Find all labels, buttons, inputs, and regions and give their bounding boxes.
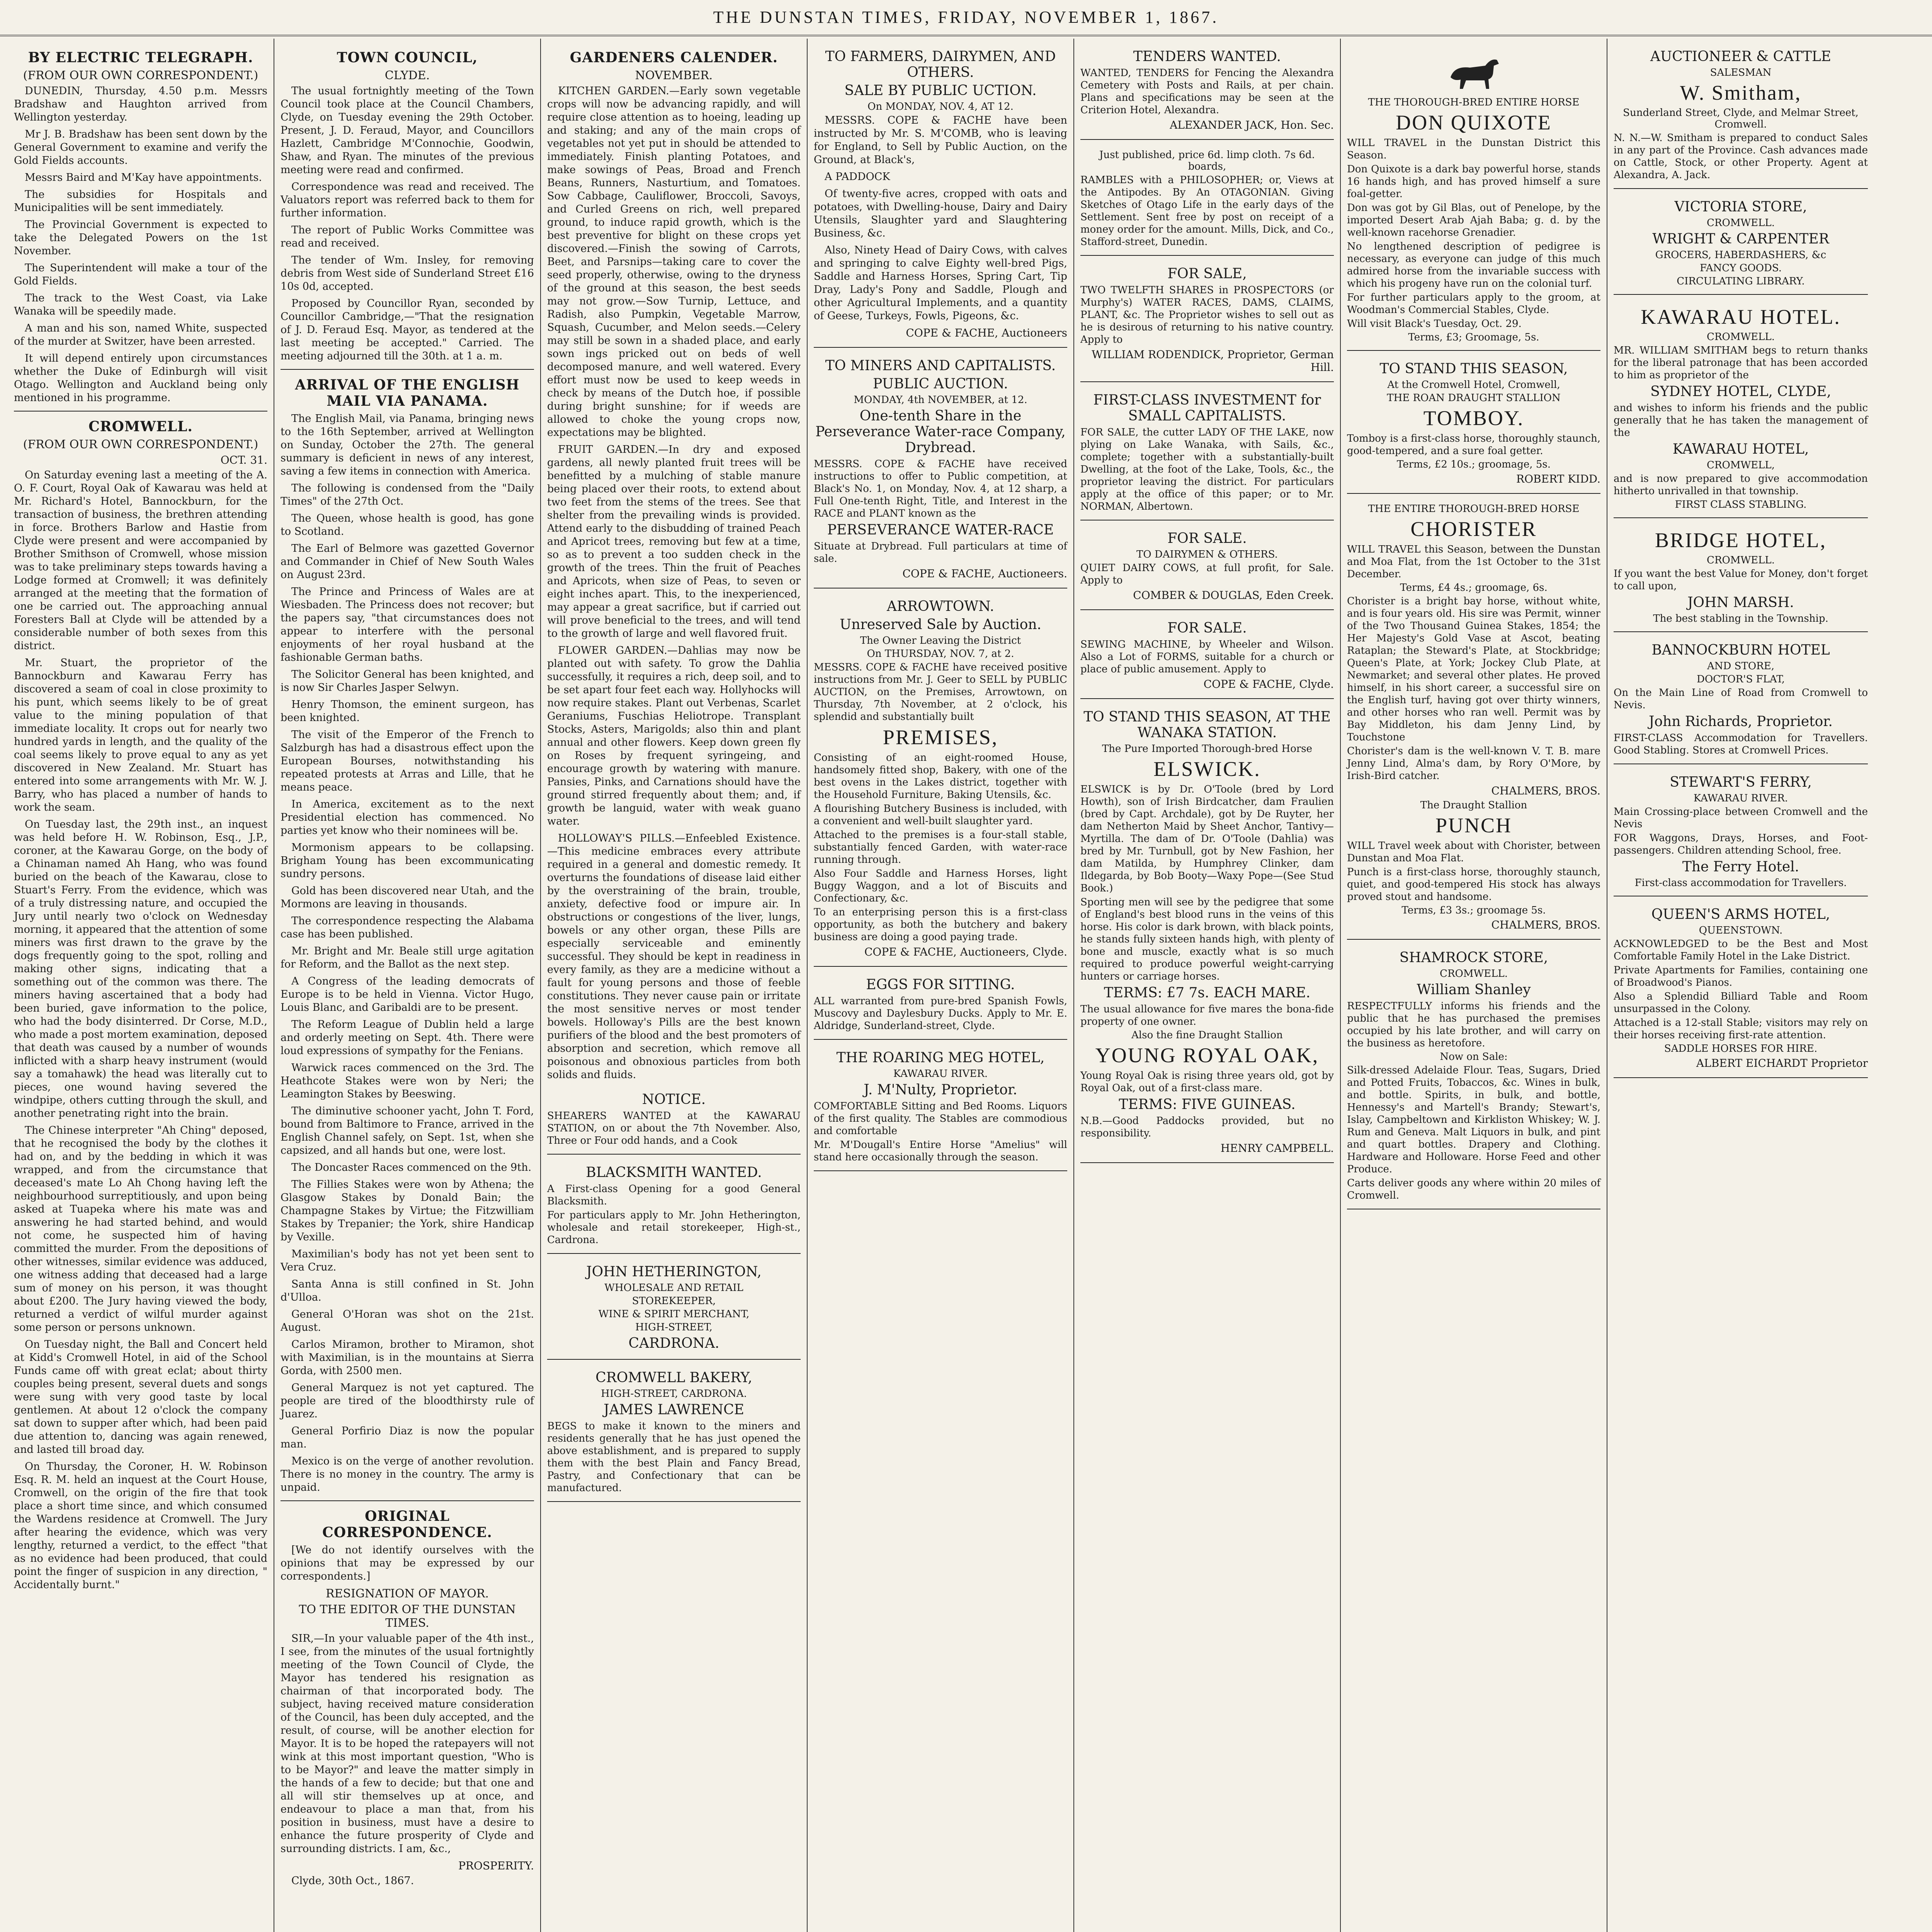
lawrence-body: BEGS to make it known to the miners and residents generally that he has just opened the above establishment, and is prepared to supply them with the best Plain and Fancy Bread, Pastry, and Confectionary that can be manufactured. <box>547 1420 801 1494</box>
paragraph: Henry Thomson, the eminent surgeon, has been knighted. <box>281 699 534 724</box>
masthead <box>0 0 1932 36</box>
paragraph: Maximilian's body has not yet been sent to Vera Cruz. <box>281 1248 534 1273</box>
paragraph: The Provincial Government is expected to take the Delegated Powers on the 1st November. <box>14 219 267 257</box>
queens-sign: ALBERT EICHARDT Proprietor <box>1696 1057 1868 1070</box>
shares-body: TWO TWELFTH SHARES in PROSPECTORS (or Murphy's) WATER RACES, DAMS, CLAIMS, PLANT, &c. The Proprietor wishes to sell out as he is desirous of returning to his native country. Apply to <box>1080 284 1334 345</box>
paragraph: The Prince and Princess of Wales are at Wiesbaden. The Princess does not recover; but the papers say, "that circumstances does not appear to interfere with the personal enjoyments of her royal husband at the fashionable German baths. <box>281 586 534 663</box>
notice-body: SHEARERS WANTED at the KAWARAU STATION, on or about the 7th November. Also, Three or Four odd hands, and a Cook <box>547 1110 801 1146</box>
don-body4: No lengthened description of pedigree is necessary, as everyone can judge of this much admired horse from the invariable success with which his progeny have run on the colonial turf. <box>1347 241 1600 289</box>
mail-paras <box>281 412 534 1494</box>
eggs-title: EGGS FOR SITTING. <box>866 977 1015 993</box>
punch-sign: CHALMERS, BROS. <box>1491 918 1600 931</box>
stewarts-sub: KAWARAU RIVER. <box>1693 793 1788 804</box>
paragraph: Of twenty-five acres, cropped with oats and potatoes, with Dwelling-house, Dairy and Dairy Utensils, Slaughter yard and Slaughtering Business, &c. <box>814 188 1067 239</box>
sewing-sign: COPE & FACHE, Clyde. <box>1203 678 1334 690</box>
paragraph: The Queen, whose health is good, has gone to Scotland. <box>281 512 534 537</box>
paragraph: The track to the West Coast, via Lake Wanaka will be speedily made. <box>14 292 267 317</box>
paragraph: The Superintendent will make a tour of the Gold Fields. <box>14 262 267 287</box>
kawarau-body-c: and is now prepared to give accommodation hitherto unrivalled in that township. <box>1614 473 1868 497</box>
paragraph: Mr. Stuart, the proprietor of the Bannockburn and Kawarau Ferry has discovered a seam of coal in close proximity to his punt, which seems likely to be of great value to the mining population of that immediate locality. It crops out for nearly two hundred yards in length, and the quality of the coal seems likely to prove equal to any as yet discovered in New Zealand. Mr. Stuart has entered into some arrangements with Mr. W. J. Barry, who has placed a number of hands to work the seam. <box>14 657 267 813</box>
stewarts-ferry-ad <box>1614 768 1868 896</box>
blacksmith-title: BLACKSMITH WANTED. <box>586 1165 762 1180</box>
sewing-body: SEWING MACHINE, by Wheeler and Wilson. Also a Lot of FORMS, suitable for a church or place of public amusement. Apply to <box>1080 639 1334 675</box>
ferry-hotel-title: The Ferry Hotel. <box>1682 859 1799 875</box>
arrowtown-sub-b: The Owner Leaving the District <box>860 635 1021 646</box>
paragraph: On Saturday evening last a meeting of the A. O. F. Court, Royal Oak of Kawarau was held at Mr. Richard's Hotel, Bannockburn, for the transaction of business, the brethren attending in force. Brothers Barlow and Hastie from Clyde were present and were accompanied by Brother Smithson of Cromwell, whose mission was to take preliminary steps towards having a Lodge formed at Cromwell; it was definitely arranged at the meeting that the formation of one be carried out. The approaching annual Foresters Ball at Clyde will be attended by a considerable number of both sexes from this district. <box>14 469 267 652</box>
paragraph: FRUIT GARDEN.—In dry and exposed gardens, all newly planted fruit trees will be benefitted by a mulching of stable manure being placed over their roots, to extend about two feet from the stems of the trees. See that shelter from the prevailing winds is provided. Attend early to the disbudding of trained Peach and Apricot trees, removing but few at a time, so as to prevent a too sudden check in the growth of the trees. Thin the fruit of Peaches and Apricots, when size of Peas, to seven or eight inches apart. This, to the inexperienced, may appear a great sacrifice, but if carried out will prove beneficial to the trees, and will tend to the growth of large and well flavored fruit. <box>547 444 801 639</box>
paragraph: HOLLOWAY'S PILLS.—Enfeebled Existence.—This medicine embraces every attribute required in a general and domestic remedy. It overturns the foundations of disease laid either by the overstraining of the brain, trouble, anxiety, defective food or impure air. In obstructions or congestions of the liver, lungs, bowels or any other organ, these Pills are especially serviceable and eminently successful. They should be kept in readiness in every family, as they are a medicine without a fault for young persons and those of feeble constitutions. They never cause pain or irritate the most sensitive nerves or most tender bowels. Holloway's Pills are the best known purifiers of the blood and the best promoters of absorption and secretion, which remove all poisonous and obnoxious particles from both solids and fluids. <box>547 832 801 1081</box>
bakery-ad <box>547 1364 801 1502</box>
queens-body-e: SADDLE HORSES FOR HIRE. <box>1664 1043 1818 1054</box>
paragraph: On Tuesday last, the 29th inst., an inquest was held before H. W. Robinson, Esq., J.P., coroner, at the Kawarau Gorge, on the body of a Chinaman named Ah Hang, who was found buried on the beach of the Kawarau, close to Stuart's Ferry. From the evidence, which was of a truly distressing nature, and occupied the Jury until nearly two o'clock on Wednesday morning, it appeared that the attention of some miners was first drawn to the grave by the dogs frequently going to the spot, rolling and making other signs, indicating that a something out of the common was there. The miners having ascertained that a body had been buried, gave information to the police, who had the body disinterred. Dr Corse, M.D., who made a post mortem examination, deposed that death was caused by a number of wounds inflicted with a sharp heavy instrument (would say a tomahawk) the head was literally cut to pieces, one wound having severed the windpipe, others cutting through the skull, and another penetrating right into the brain. <box>14 818 267 1119</box>
elswick-ad <box>1080 703 1334 1163</box>
horse-icon <box>1443 50 1505 93</box>
shamrock-ad <box>1347 944 1600 1209</box>
mayor-date: Clyde, 30th Oct., 1867. <box>291 1875 414 1887</box>
paragraph: The visit of the Emperor of the French to Salzburgh has had a disastrous effect upon the European Bourses, notwithstanding his repeated protests at Arras and Lille, that he means peace. <box>281 729 534 793</box>
tenders-title: TENDERS WANTED. <box>1133 49 1281 65</box>
paragraph: The Fillies Stakes were won by Athena; the Glasgow Stakes by Donald Bain; the Champagne Stakes by Virtue; the Fitzwilliam Stakes by Trepanier; the York, shire Handicap by Vexille. <box>281 1179 534 1243</box>
victoria-sub: CROMWELL. <box>1707 217 1775 229</box>
paragraph: The following is condensed from the "Daily Times" of the 27th Oct. <box>281 482 534 507</box>
tomboy-sub-b: THE ROAN DRAUGHT STALLION <box>1387 392 1561 404</box>
royal-oak-sign: HENRY CAMPBELL. <box>1220 1142 1334 1155</box>
correspondence-title: ORIGINAL CORRESPONDENCE. <box>322 1508 492 1541</box>
farmers-paras <box>814 114 1067 323</box>
garden-title: GARDENERS CALENDER. <box>570 49 778 66</box>
notice-title: NOTICE. <box>642 1092 706 1107</box>
column-garden <box>541 39 808 1932</box>
tomboy-big: TOMBOY. <box>1423 406 1524 430</box>
miners-big: PERSEVERANCE WATER-RACE <box>827 522 1054 538</box>
royal-oak-terms: TERMS: FIVE GUINEAS. <box>1119 1097 1296 1112</box>
bridge-title: BRIDGE HOTEL, <box>1655 529 1827 552</box>
queens-body-b: Private Apartments for Families, containing one of Broadwood's Pianos. <box>1614 964 1868 988</box>
tomboy-sub: At the Cromwell Hotel, Cromwell, <box>1387 379 1560 391</box>
rambles-title: Just published, price 6d. limp cloth. 7s 6d. boards, <box>1099 149 1315 172</box>
don-body: WILL TRAVEL in the Dunstan District this Season. <box>1347 137 1600 161</box>
mayor-sub: TO THE EDITOR OF THE DUNSTAN TIMES. <box>299 1603 516 1630</box>
council-sub: CLYDE. <box>384 69 430 82</box>
kawarau-body: MR. WILLIAM SMITHAM begs to return thanks for the liberal patronage that has been accorded to him as proprietor of the <box>1614 345 1868 381</box>
miners-sign: COPE & FACHE, Auctioneers. <box>902 567 1067 580</box>
farmers-ad <box>814 43 1067 348</box>
arrowtown-body-e: Also Four Saddle and Harness Horses, light Buggy Waggon, and a lot of Biscuits and Confectionary, &c. <box>814 868 1067 904</box>
bannockburn-body: On the Main Line of Road from Cromwell to Nevis. <box>1614 687 1868 711</box>
chorister-big: CHORISTER <box>1410 517 1537 541</box>
victoria-name: WRIGHT & CARPENTER <box>1652 231 1829 247</box>
tenders-ad <box>1080 43 1334 140</box>
punch-body: WILL Travel week about with Chorister, between Dunstan and Moa Flat. <box>1347 840 1600 864</box>
cutter-ad <box>1080 386 1334 520</box>
paragraph: The report of Public Works Committee was read and received. <box>281 224 534 249</box>
victoria-body-c: CIRCULATING LIBRARY. <box>1677 276 1805 287</box>
cromwell-paras <box>14 469 267 1592</box>
paragraph: The diminutive schooner yacht, John T. Ford, bound from Baltimore to France, arrived in the English Channel safely, on Sept. 1st, when she capsized, and all hands but one, were lost. <box>281 1105 534 1156</box>
bannockburn-body-b: FIRST-CLASS Accommodation for Travellers. Good Stabling. Stores at Cromwell Prices. <box>1614 732 1868 756</box>
chorister-body2: Chorister is a bright bay horse, without white, and is four years old. His sire was Permit, winner of the Two Thousand Guinea Stakes, 1854; the Her Majesty's Gold Vase at Ascot, beating Rataplan; the Steward's Plate, at Stockbridge; Queen's Plate, at York; Jockey Club Plate, at Newmarket; and several other plates. He proved himself, in his short career, a successful sire on the English turf, having got over thirty winners, and other horses who ran well. Permit was by Bay Middleton, his dam Jenny Lind, by Touchstone <box>1347 595 1600 743</box>
paragraph: Mexico is on the verge of another revolution. There is no money in the country. The army is unpaid. <box>281 1455 534 1493</box>
rambles-body: RAMBLES with a PHILOSOPHER; or, Views at the Antipodes. By An OTAGONIAN. Giving Sketches of Otago Life in the early days of the Settlement. Sent free by post on receipt of a money order for the amount. Mills, Dick, and Co., Stafford-street, Dunedin. <box>1080 174 1334 248</box>
divider <box>14 411 267 412</box>
paragraph: A man and his son, named White, suspected of the murder at Switzer, have been arrested. <box>14 322 267 347</box>
sewing-title: FOR SALE. <box>1167 620 1247 636</box>
hetherington-ad <box>547 1258 801 1360</box>
arrowtown-sign: COPE & FACHE, Auctioneers, Clyde. <box>864 946 1067 958</box>
royal-oak-body-b: N.B.—Good Paddocks provided, but no responsibility. <box>1080 1115 1334 1139</box>
shamrock-sub: CROMWELL. <box>1440 968 1508 980</box>
paragraph: FLOWER GARDEN.—Dahlias may now be planted out with safety. To grow the Dahlia successfully, it requires a rich, deep soil, and to be set apart four feet each way. Hollyhocks will now require stakes. Plant out Verbenas, Scarlet Geraniums, Fuschias Heliotrope. Transplant Stocks, Asters, Marigolds; also thin and plant annual and other flowers. Keep down green fly on Roses by frequent syringeing, and encourage growth by watering with manure. Pansies, Pinks, and Carnations should have the ground stirred frequently about them; and, if growth be languid, water with weak guano water. <box>547 645 801 827</box>
cromwell-date: OCT. 31. <box>220 454 267 466</box>
bannockburn-sub: AND STORE, <box>1707 660 1774 672</box>
paragraph: It will depend entirely upon circumstances whether the Duke of Edinburgh will visit Otago. Wellington and Auckland being only mentioned in his programme. <box>14 352 267 404</box>
tomboy-ad <box>1347 355 1600 494</box>
column-tenders <box>1074 39 1341 1932</box>
paragraph: The subsidies for Hospitals and Municipalities will be sent immediately. <box>14 189 267 214</box>
mayor-paras <box>281 1632 534 1855</box>
miners-sub: PUBLIC AUCTION. <box>873 376 1008 392</box>
arrowtown-body-f: To an enterprising person this is a first-class opportunity, as both the butchery and bakery business are doing a good paying trade. <box>814 906 1067 943</box>
hetherington-line3: WINE & SPIRIT MERCHANT, <box>598 1308 750 1320</box>
roaring-meg-title: THE ROARING MEG HOTEL, <box>836 1050 1045 1066</box>
miners-body-b: Situate at Drybread. Full particulars at time of sale. <box>814 541 1067 565</box>
kawarau-big-b: KAWARAU HOTEL, <box>1672 441 1809 457</box>
smitham-ad <box>1614 43 1868 189</box>
stewarts-body: Main Crossing-place between Cromwell and the Nevis <box>1614 806 1868 830</box>
cows-title: FOR SALE. <box>1167 531 1247 546</box>
cows-ad <box>1080 524 1334 610</box>
paragraph: The tender of Wm. Insley, for removing debris from West side of Sunderland Street £16 10s 0d, accepted. <box>281 254 534 293</box>
arrowtown-body-d: Attached to the premises is a four-stall stable, substantially fenced Garden, with water-race running through. <box>814 829 1067 866</box>
divider <box>281 369 534 370</box>
farmers-sign: COPE & FACHE, Auctioneers <box>906 327 1067 339</box>
paragraph: On Thursday, the Coroner, H. W. Robinson Esq. R. M. held an inquest at the Court House, Cromwell, on the origin of the fire that took place a short time since, and which consumed the Wardens residence at Cromwell. The Jury after hearing the evidence, which was very lengthy, returned a verdict, to the effect "that as no evidence had been produced, that could point the finger of suspicion in any direction, " Accidentally burnt." <box>14 1461 267 1591</box>
victoria-title: VICTORIA STORE, <box>1674 199 1807 215</box>
kawarau-title: KAWARAU HOTEL. <box>1641 305 1841 328</box>
arrowtown-ad <box>814 592 1067 967</box>
punch-body2: Punch is a first-class horse, thoroughly staunch, quiet, and good-tempered His stock has always proved stout and handsome. <box>1347 866 1600 903</box>
bridge-ad <box>1614 522 1868 632</box>
chorister-title: THE ENTIRE THOROUGH-BRED HORSE <box>1368 503 1580 515</box>
blacksmith-ad <box>547 1158 801 1254</box>
paragraph: The Reform League of Dublin held a large and orderly meeting on Sept. 4th. There were loud expressions of sympathy for the Fenians. <box>281 1019 534 1057</box>
paragraph: General O'Horan was shot on the 21st. August. <box>281 1308 534 1333</box>
paragraph: Mr J. B. Bradshaw has been sent down by the General Government to examine and verify the Gold Fields accounts. <box>14 128 267 167</box>
garden-sub: NOVEMBER. <box>635 69 713 82</box>
kawarau-body-d: FIRST CLASS STABLING. <box>1675 499 1807 510</box>
paragraph: Mr. Bright and Mr. Beale still urge agitation for Reform, and the Ballot as the next step. <box>281 945 534 970</box>
stewarts-title: STEWART'S FERRY, <box>1670 774 1812 790</box>
paragraph: The English Mail, via Panama, bringing news to the 16th September, arrived at Wellington on Sunday, October the 27th. The general summary is deficient in news of any interest, saving a few items in connection with America. <box>281 413 534 477</box>
arrowtown-date: On THURSDAY, NOV. 7, at 2. <box>867 648 1014 660</box>
paragraph: Proposed by Councillor Ryan, seconded by Councillor Cambridge,—"That the resignation of J. D. Feraud Esq. Mayor, as tendered at the last meeting be accepted." Carried. The meeting adjourned till the 30th. at 1 a. m. <box>281 298 534 362</box>
bannockburn-sub-b: DOCTOR'S FLAT, <box>1697 673 1785 685</box>
smitham-sub: SALESMAN <box>1710 67 1772 78</box>
paragraph: The Chinese interpreter "Ah Ching" deposed, that he recognised the body by the clothes it had on, and by the bedding in which it was wrapped, and from the circumstance that deceased's mate Lo Ah Chong having left the neighbourhood surreptitiously, and upon being asked at Tuapeka where his mate was and answering he had started behind, and would not come, he suspected him of having committed the murder. From the depositions of other witnesses, similar evidence was adduced, one witness adding that deceased had a large sum of money on his person, it was thought about £200. The Jury having viewed the body, returned a verdict of wilful murder against some person or persons unknown. <box>14 1124 267 1333</box>
elswick-body-b: Sporting men will see by the pedigree that some of England's best blood runs in the veins of this horse. His color is dark brown, with black points, he stands fully sixteen hands high, with plenty of bone and muscle, exactly what is so much required to produce powerful weight-carrying hunters or carriage horses. <box>1080 896 1334 982</box>
paragraph: Messrs Baird and M'Kay have appointments. <box>25 172 262 184</box>
farmers-title: TO FARMERS, DAIRYMEN, AND OTHERS. <box>825 49 1056 80</box>
elswick-big: ELSWICK. <box>1153 757 1261 781</box>
victoria-body-b: FANCY GOODS. <box>1699 262 1782 274</box>
blacksmith-body2: For particulars apply to Mr. John Hetherington, wholesale and retail storekeeper, High-st., Cardrona. <box>547 1209 801 1246</box>
mayor-sign: PROSPERITY. <box>458 1859 534 1872</box>
bridge-name: JOHN MARSH. <box>1687 595 1794 611</box>
cromwell-title: CROMWELL. <box>88 418 193 435</box>
don-body5: For further particulars apply to the groom, at Woodman's Commercial Stables, Clyde. <box>1347 292 1600 316</box>
paragraph: KITCHEN GARDEN.—Early sown vegetable crops will now be advancing rapidly, and will require close attention as to hoeing, leading up and staking; and any of the main crops of vegetables not yet put in should be attended to immediately. Finish planting Potatoes, and make sowings of Peas, Broad and French Beans, Runners, Nasturtium, and Tomatoes. Sow Cabbage, Cauliflower, Broccoli, Savoys, and Curled Greens on rich, well prepared ground, to induce rapid growth, which is the best preventive for blight on these crops yet discovered.—Finish the sowing of Carrots, Beet, and Parsnips—taking care to cover the seed properly, otherwise, owing to the dryness of the ground at this season, the best seeds may not grow.—Sow Turnip, Lettuce, and Radish, also Pumpkin, Vegetable Marrow, Squash, Cucumber, and Melon seeds.—Celery may still be sown in a shaded place, and early sown ings pricked out on beds of well decomposed manure, and well watered. Every effort must now be used to keep weeds in check by means of the Dutch hoe, if possible during bright sunshine; for if weeds are allowed to choke the young crops now, expectations may be blighted. <box>547 85 801 439</box>
royal-oak-big: YOUNG ROYAL OAK, <box>1095 1044 1319 1067</box>
don-terms: Terms, £3; Groomage, 5s. <box>1408 332 1539 343</box>
shamrock-body2: Carts deliver goods any where within 20 miles of Cromwell. <box>1347 1177 1600 1201</box>
shamrock-body: RESPECTFULLY informs his friends and the public that he has purchased the premises occupied by his late brother, and will carry on the business as heretofore. <box>1347 1000 1600 1049</box>
paragraph: DUNEDIN, Thursday, 4.50 p.m. Messrs Bradshaw and Haughton arrived from Wellington yesterday. <box>14 85 267 123</box>
cows-body: QUIET DAIRY COWS, at full profit, for Sale. Apply to <box>1080 562 1334 586</box>
chorister-ad <box>1347 498 1600 940</box>
mail-title: ARRIVAL OF THE ENGLISH MAIL VIA PANAMA. <box>295 377 520 409</box>
punch-terms: Terms, £3 3s.; groomage 5s. <box>1401 905 1546 916</box>
tenders-body: WANTED, TENDERS for Fencing the Alexandra Cemetery with Posts and Rails, at per chain. Plans and specifications may be seen at the Criterion Hotel, Alexandra. <box>1080 67 1334 116</box>
shares-sign: WILLIAM RODENDICK, Proprietor, German Hill. <box>1092 348 1334 374</box>
tomboy-body: Tomboy is a first-class horse, thoroughly staunch, good-tempered, and a sure foal getter. <box>1347 433 1600 457</box>
rambles-ad <box>1080 144 1334 256</box>
council-title: TOWN COUNCIL, <box>337 49 478 66</box>
chorister-sign: CHALMERS, BROS. <box>1491 784 1600 797</box>
divider <box>281 1500 534 1501</box>
hetherington-line4: HIGH-STREET, <box>635 1321 713 1333</box>
shamrock-name: William Shanley <box>1417 982 1531 998</box>
don-quixote-ad <box>1347 43 1600 351</box>
bakery-sub: HIGH-STREET, CARDRONA. <box>601 1388 747 1400</box>
victoria-ad <box>1614 193 1868 295</box>
smitham-addr: Sunderland Street, Clyde, and Melmar Street, Cromwell. <box>1623 107 1859 130</box>
bridge-body-b: The best stabling in the Township. <box>1653 613 1828 624</box>
roaring-meg-ad <box>814 1044 1067 1171</box>
don-body6: Will visit Black's Tuesday, Oct. 29. <box>1347 318 1522 330</box>
elswick-body: ELSWICK is by Dr. O'Toole (bred by Lord Howth), son of Irish Birdcatcher, dam Fraulien (bred by Capt. Archdale), got by De Ruyter, her dam Netherton Maid by Sheet Anchor, Tantivy—Myrtilla. The dam of Dr. O'Toole (Dahlia) was bred by Mr. Turnbull, got by New Fashion, her dam Matilda, by Humphrey Clinker, dam Ildegarda, by Bob Booty—Waxy Pope—(See Stud Book.) <box>1080 784 1334 894</box>
don-big: DON QUIXOTE <box>1396 111 1552 134</box>
miners-ad <box>814 352 1067 588</box>
paragraph: Mormonism appears to be collapsing. Brigham Young has been excommunicating sundry persons. <box>281 842 534 880</box>
hetherington-line1: WHOLESALE AND RETAIL <box>604 1282 743 1294</box>
shamrock-sub-b: Now on Sale: <box>1440 1051 1508 1063</box>
roaring-meg-body-b: Mr. M'Dougall's Entire Horse "Amelius" will stand here occasionally through the season. <box>814 1139 1067 1163</box>
punch-big: PUNCH <box>1435 814 1512 837</box>
masthead-title: THE DUNSTAN TIMES, FRIDAY, NOVEMBER 1, 1867. <box>713 8 1219 27</box>
paragraph: Warwick races commenced on the 3rd. The Heathcote Stakes were won by Neri; the Leamington Stakes by Beeswing. <box>281 1062 534 1100</box>
arrowtown-sub: Unreserved Sale by Auction. <box>840 617 1041 633</box>
elswick-sub: The Pure Imported Thorough-bred Horse <box>1102 743 1313 755</box>
queens-body-d: Attached is a 12-stall Stable; visitors may rely on their horses receiving first-rate attention. <box>1614 1017 1868 1041</box>
queens-arms-ad <box>1614 900 1868 1078</box>
kawarau-sub-b: CROMWELL, <box>1707 459 1775 471</box>
paragraph: The usual fortnightly meeting of the Town Council took place at the Council Chambers, Clyde, on Tuesday evening the 29th October. Present, J. D. Feraud, Mayor, and Councillors Hazlett, Cambridge M'Connochie, Goodwin, Shaw, and Ryan. The minutes of the previous meeting were read and confirmed. <box>281 85 534 176</box>
column-hotels <box>1607 39 1874 1932</box>
correspondence-note: [We do not identify ourselves with the opinions that may be expressed by our correspondents.] <box>281 1544 534 1582</box>
miners-body: MESSRS. COPE & FACHE have received instructions to offer to Public competition, at Black's No. 1, on Monday, Nov. 4, at 12 sharp, a Full One-tenth Right, Title, and Interest in the RACE and PLANT known as the <box>814 458 1067 519</box>
farmers-sub: SALE BY PUBLIC UCTION. <box>844 83 1037 99</box>
blacksmith-body: A First-class Opening for a good General Blacksmith. <box>547 1183 801 1207</box>
don-title: THE THOROUGH-BRED ENTIRE HORSE <box>1368 97 1580 108</box>
bannockburn-ad <box>1614 636 1868 764</box>
paragraph: Also, Ninety Head of Dairy Cows, with calves and springing to calve Eighty well-bred Pigs, Saddle and Harness Horses, Spring Cart, Tip Dray, Lady's Pony and Saddle, Plough and other Agricultural Implements, and a quantity of Geese, Turkeys, Fowls, Pigeons, &c. <box>814 244 1067 322</box>
cutter-body: FOR SALE, the cutter LADY OF THE LAKE, now plying on Lake Wanaka, with Sails, &c., complete; together with a substantially-built Dwelling, at the foot of the Lake, Tools, &c., the proprietor leaving the district. For particulars apply at the office of this paper; or to Mr. NORMAN, Albertown. <box>1080 427 1334 512</box>
paragraph: The Earl of Belmore was gazetted Governor and Commander in Chief of New South Wales on August 23rd. <box>281 543 534 581</box>
chorister-body3: Chorister's dam is the well-known V. T. B. mare Jenny Lind, Alma's dam, by Rory O'More, by Irish-Bird catcher. <box>1347 745 1600 782</box>
tomboy-terms: Terms, £2 10s.; groomage, 5s. <box>1397 459 1551 470</box>
eggs-body: ALL warranted from pure-bred Spanish Fowls, Muscovy and Daylesbury Ducks. Apply to Mr. E. Aldridge, Sunderland-street, Clyde. <box>814 995 1067 1032</box>
paragraph: General Porfirio Diaz is now the popular man. <box>281 1425 534 1450</box>
arrowtown-body-b: Consisting of an eight-roomed House, handsomely fitted shop, Bakery, with one of the best ovens in the Lakes district, together with the Household Furniture, Baking Utensils, &c. <box>814 752 1067 801</box>
sewing-ad <box>1080 614 1334 699</box>
farmers-date: On MONDAY, NOV. 4, AT 12. <box>867 101 1014 112</box>
paragraph: Gold has been discovered near Utah, and the Mormons are leaving in thousands. <box>281 885 534 910</box>
queens-title: QUEEN'S ARMS HOTEL, <box>1651 906 1830 922</box>
miners-head: One-tenth Share in the Perseverance Water-race Company, Drybread. <box>815 408 1066 456</box>
bannockburn-title: BANNOCKBURN HOTEL <box>1651 642 1830 658</box>
punch-sub: The Draught Stallion <box>1420 799 1527 811</box>
kawarau-big: SYDNEY HOTEL, CLYDE, <box>1650 384 1831 400</box>
paragraph: On Tuesday night, the Ball and Concert held at Kidd's Cromwell Hotel, in aid of the School Funds came off with great eclat; about thirty couples being present, several duets and songs were sung with very good taste by local gentlemen. At about 12 o'clock the company sat down to supper after which, had been paid due attention to, dancing was again renewed, and lasted till broad day. <box>14 1338 267 1456</box>
kawarau-body-b: and wishes to inform his friends and the public generally that he has taken the management of the <box>1614 402 1868 439</box>
paragraph: The Doncaster Races commenced on the 9th. <box>291 1162 532 1173</box>
arrowtown-big: PREMISES, <box>883 726 998 749</box>
stewarts-body-b: FOR Waggons, Drays, Horses, and Foot-passengers. Children attending School, free. <box>1614 832 1868 856</box>
column-horses <box>1341 39 1607 1932</box>
elswick-title: TO STAND THIS SEASON, AT THE WANAKA STATION. <box>1083 709 1331 741</box>
arrowtown-title: ARROWTOWN. <box>887 599 994 614</box>
bridge-body: If you want the best Value for Money, don't forget to call upon, <box>1614 568 1868 592</box>
elswick-body-c: The usual allowance for five mares the bona-fide property of one owner. <box>1080 1003 1334 1027</box>
telegraph-sub: (FROM OUR OWN CORRESPONDENT.) <box>23 69 259 82</box>
paragraph: General Marquez is not yet captured. The people are tired of the bloodthirsty rule of Juarez. <box>281 1382 534 1420</box>
paragraph: SIR,—In your valuable paper of the 4th inst., I see, from the minutes of the usual fortnightly meeting of the Town Council of Clyde, the Mayor has tendered his resignation as chairman of that incorporated body. The subject, having received mature consideration of the Council, has been duly accepted, and the result, of course, will be another election for Mayor. It is to be hoped the ratepayers will not wink at this most important question, "Who is to be Mayor?" and leave the matter simply in the hands of a few to decide; but that one and all will stir themselves up at once, and endeavour to place a man that, from his position in business, must have a desire to enhance the future prosperity of Clyde and surrounding districts. I am, &c., <box>281 1633 534 1855</box>
tomboy-sign: ROBERT KIDD. <box>1516 473 1600 485</box>
cows-sign: COMBER & DOUGLAS, Eden Creek. <box>1133 589 1334 602</box>
telegraph-title: BY ELECTRIC TELEGRAPH. <box>28 49 253 66</box>
queens-body-c: Also a Splendid Billiard Table and Room unsurpassed in the Colony. <box>1614 991 1868 1015</box>
paragraph: A PADDOCK <box>825 171 890 183</box>
lawrence-name: JAMES LAWRENCE <box>604 1402 744 1418</box>
paragraph: Correspondence was read and received. The Valuators report was referred back to them for further information. <box>281 181 534 219</box>
hetherington-line5: CARDRONA. <box>628 1335 719 1351</box>
notice-ad <box>547 1085 801 1155</box>
column-telegraph <box>8 39 274 1932</box>
garden-paras <box>547 85 801 1082</box>
bakery-title: CROMWELL BAKERY, <box>595 1370 752 1386</box>
miners-date: MONDAY, 4th NOVEMBER, at 12. <box>854 394 1027 406</box>
queens-body: ACKNOWLEDGED to be the Best and Most Comfortable Family Hotel in the Lake District. <box>1614 938 1868 962</box>
kawarau-ad <box>1614 299 1868 518</box>
cromwell-sub: (FROM OUR OWN CORRESPONDENT.) <box>23 438 259 451</box>
royal-oak-sub: Also the fine Draught Stallion <box>1131 1029 1283 1041</box>
shamrock-list: Silk-dressed Adelaide Flour. Teas, Sugars, Dried and Potted Fruits, Tobaccos, &c. Wines in bulk, and bottle. Spirits, in bulk, and bottle, Hennessy's and Martell's Brandy; Stewart's, Islay, Campbeltown and Kirkliston Whiskey; W. J. Rum and Geneva. Malt Liquors in bulk, and pint and quart bottles. Drapery and Clothing. Hardware and Holloware. Horse Feed and other Produce. <box>1347 1065 1600 1175</box>
paragraph: Carlos Miramon, brother to Miramon, shot with Maximilian, is in the mountains at Sierra Gorda, with 2500 men. <box>281 1338 534 1377</box>
elswick-terms: TERMS: £7 7s. EACH MARE. <box>1104 985 1311 1001</box>
royal-oak-body: Young Royal Oak is rising three years old, got by Royal Oak, out of a first-class mare. <box>1080 1070 1334 1094</box>
smitham-body: N. N.—W. Smitham is prepared to conduct Sales in any part of the Province. Cash advances made on Cattle, Stock, or other Property. Agent at Alexandra, A. Jack. <box>1614 132 1868 181</box>
bridge-sub: CROMWELL. <box>1707 554 1775 566</box>
chorister-terms: Terms, £4 4s.; groomage, 6s. <box>1400 582 1548 594</box>
cutter-title: FIRST-CLASS INVESTMENT for SMALL CAPITALISTS. <box>1093 392 1321 424</box>
smitham-title: AUCTIONEER & CATTLE <box>1650 49 1832 65</box>
shamrock-title: SHAMROCK STORE, <box>1399 950 1548 966</box>
cows-sub: TO DAIRYMEN & OTHERS. <box>1136 549 1278 560</box>
eggs-ad <box>814 971 1067 1040</box>
tomboy-title: TO STAND THIS SEASON, <box>1379 361 1568 377</box>
tenders-sign: ALEXANDER JACK, Hon. Sec. <box>1170 119 1334 131</box>
shares-ad <box>1080 260 1334 382</box>
columns <box>8 39 1924 1932</box>
victoria-body: GROCERS, HABERDASHERS, &c <box>1655 249 1827 261</box>
paragraph: In America, excitement as to the next Presidential election has commenced. No parties yet know who their nominees will be. <box>281 798 534 837</box>
roaring-meg-body: COMFORTABLE Sitting and Bed Rooms. Liquors of the first quality. The Stables are commodious and comfortable <box>814 1100 1067 1137</box>
miners-title: TO MINERS AND CAPITALISTS. <box>825 358 1056 374</box>
paragraph: A Congress of the leading democrats of Europe is to be held in Vienna. Victor Hugo, Louis Blanc, and Garibaldi are to be present. <box>281 975 534 1014</box>
paragraph: The correspondence respecting the Alabama case has been published. <box>281 915 534 940</box>
bannockburn-name: John Richards, Proprietor. <box>1649 714 1833 730</box>
queens-sub: QUEENSTOWN. <box>1699 925 1783 936</box>
paragraph: The Solicitor General has been knighted, and is now Sir Charles Jasper Selwyn. <box>281 668 534 694</box>
column-council <box>274 39 541 1932</box>
kawarau-sub: CROMWELL. <box>1707 331 1775 343</box>
smitham-name: W. Smitham, <box>1680 81 1802 104</box>
arrowtown-body: MESSRS. COPE & FACHE have received positive instructions from Mr. J. Geer to SELL by PUBLIC AUCTION, on the Premises, Arrowtown, on Thursday, 7th November, at 2 o'clock, his splendid and substantially built <box>814 662 1067 723</box>
mayor-title: RESIGNATION OF MAYOR. <box>325 1587 489 1600</box>
paragraph: Santa Anna is still confined in St. John d'Ulloa. <box>281 1278 534 1303</box>
arrowtown-body-c: A flourishing Butchery Business is included, with a convenient and well-built slaughter yard. <box>814 803 1067 827</box>
council-paras <box>281 85 534 363</box>
don-body3: Don was got by Gil Blas, out of Penelope, by the imported Desert Arab Ajah Baba; g. d. by the well-known racehorse Grenadier. <box>1347 202 1600 238</box>
telegraph-paras <box>14 85 267 405</box>
roaring-meg-name: J. M'Nulty, Proprietor. <box>864 1082 1017 1098</box>
ferry-hotel-body: First-class accommodation for Travellers. <box>1634 877 1847 889</box>
don-body2: Don Quixote is a dark bay powerful horse, stands 16 hands high, and has proved himself a sure foal-getter. <box>1347 163 1600 200</box>
column-auctions <box>808 39 1074 1932</box>
hetherington-line2: STOREKEEPER, <box>632 1295 716 1307</box>
shares-title: FOR SALE, <box>1167 266 1247 282</box>
paragraph: MESSRS. COPE & FACHE have been instructed by Mr. S. M'COMB, who is leaving for England, to Sell by Public Auction, on the Ground, at Black's, <box>814 114 1067 166</box>
chorister-body: WILL TRAVEL this Season, between the Dunstan and Moa Flat, from the 1st October to the 31st December. <box>1347 544 1600 580</box>
hetherington-name: JOHN HETHERINGTON, <box>586 1264 762 1280</box>
roaring-meg-sub: KAWARAU RIVER. <box>893 1068 988 1080</box>
